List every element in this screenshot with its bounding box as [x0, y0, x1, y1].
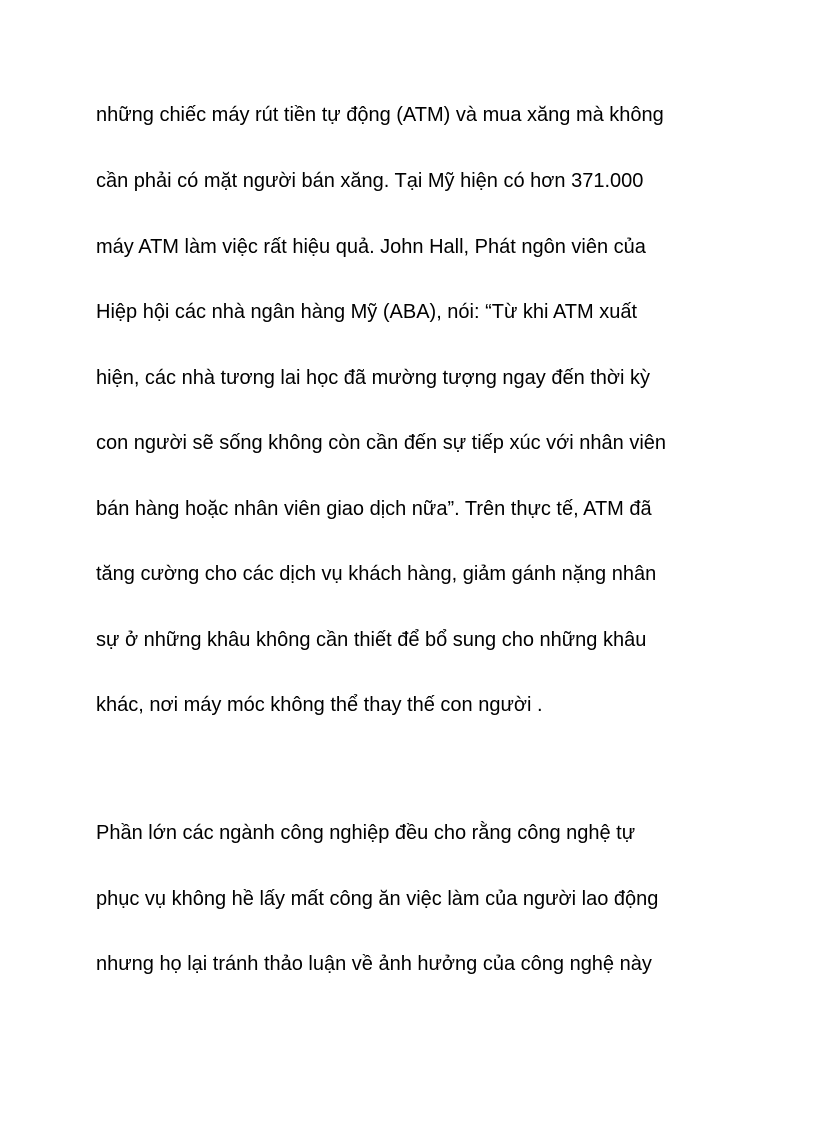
text-line: khác, nơi máy móc không thể thay thế con người .	[96, 694, 543, 716]
text-line: tăng cường cho các dịch vụ khách hàng, giảm gánh nặng nhân	[96, 563, 657, 585]
text-line: sự ở những khâu không cần thiết để bổ sung cho những khâu	[96, 629, 647, 651]
text-line: cần phải có mặt người bán xăng. Tại Mỹ hiện có hơn 371.000	[96, 170, 644, 192]
text-line: những chiếc máy rút tiền tự động (ATM) và mua xăng mà không	[96, 104, 664, 126]
text-line: Hiệp hội các nhà ngân hàng Mỹ (ABA), nói: “Từ khi ATM xuất	[96, 301, 638, 323]
text-line: máy ATM làm việc rất hiệu quả. John Hall, Phát ngôn viên của	[96, 236, 646, 258]
text-line: hiện, các nhà tương lai học đã mường tượng ngay đến thời kỳ	[96, 367, 651, 389]
text-line: bán hàng hoặc nhân viên giao dịch nữa”. Trên thực tế, ATM đã	[96, 498, 652, 520]
text-line: con người sẽ sống không còn cần đến sự tiếp xúc với nhân viên	[96, 432, 667, 454]
text-line: nhưng họ lại tránh thảo luận về ảnh hưởng của công nghệ này	[96, 953, 652, 975]
text-line: phục vụ không hề lấy mất công ăn việc làm của người lao động	[96, 888, 659, 910]
text-line: Phần lớn các ngành công nghiệp đều cho rằng công nghệ tự	[96, 822, 636, 844]
